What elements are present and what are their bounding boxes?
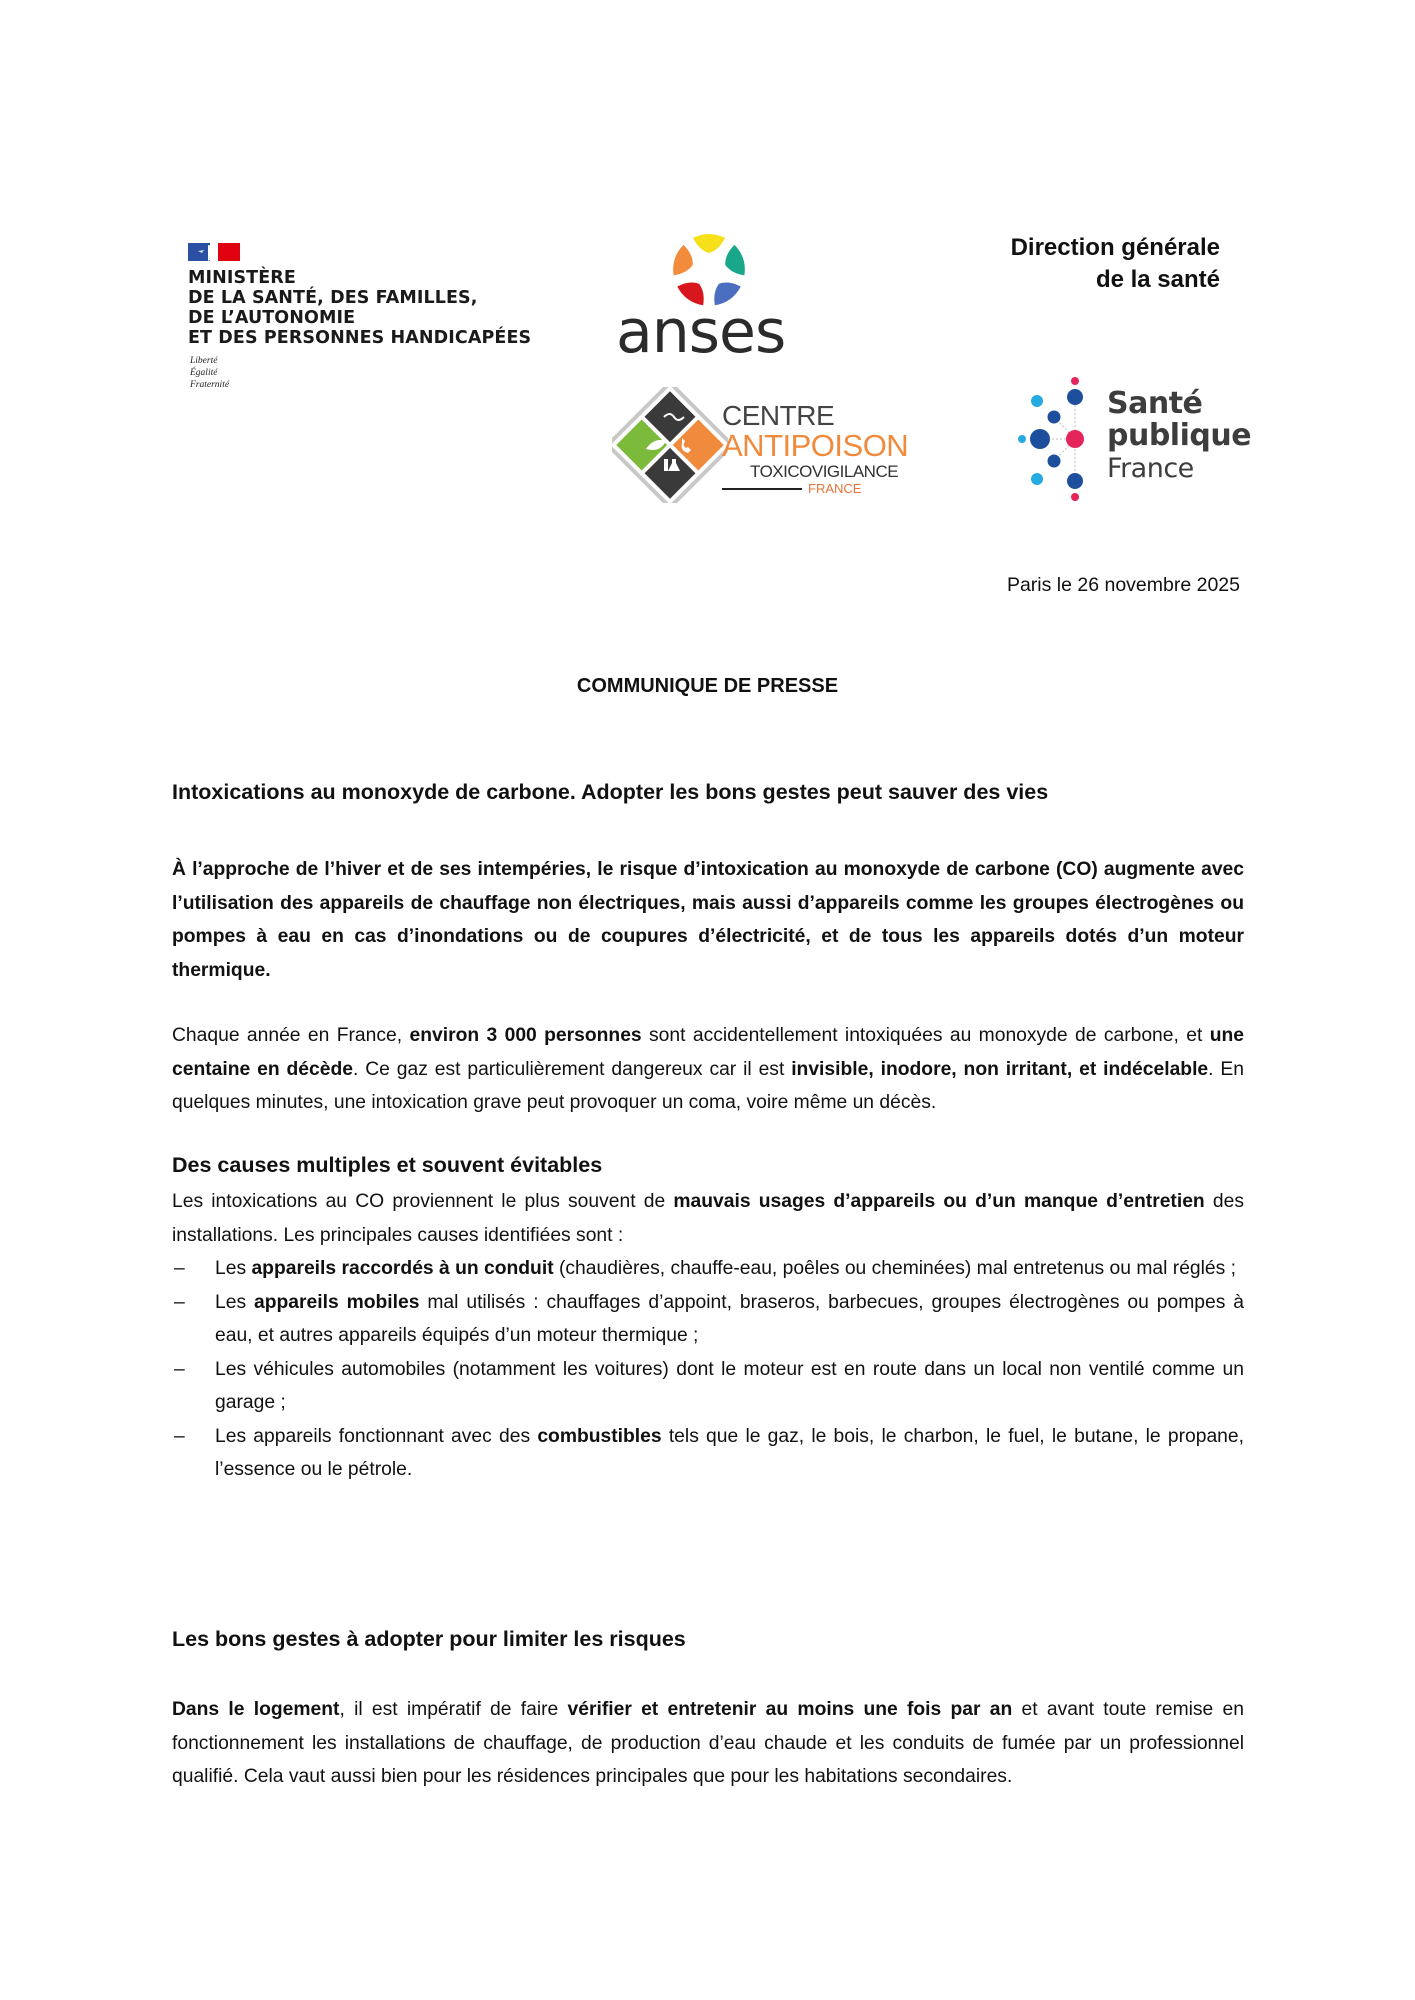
text-span: Les xyxy=(215,1291,254,1313)
ministry-line-2: DE LA SANTÉ, DES FAMILLES, xyxy=(188,288,478,308)
text-span: des installations. Les principales causes identifiées sont : xyxy=(172,1191,1244,1246)
bold-span: une centaine en décède xyxy=(172,1025,1244,1080)
spf-line-2: publique xyxy=(1107,418,1252,453)
section-heading-good-practices: Les bons gestes à adopter pour limiter les risques xyxy=(172,1627,686,1651)
text-span: Les appareils fonctionnant avec des xyxy=(215,1425,538,1447)
text-span: . Ce gaz est particulièrement dangereux car il est xyxy=(352,1058,792,1080)
list-item xyxy=(172,1420,1244,1487)
intro-paragraph: À l’approche de l’hiver et de ses intempéries, le risque d’intoxication au monoxyde de carbone (CO) augmente avec l’utilisation des appareils de chauffage non électriques, mais aussi d’appareils comme les groupes électrogènes ou pompes à eau en cas d’inondations ou de coupures d’électricité, et de tous les appareils dotés d’un moteur thermique. xyxy=(172,859,1244,981)
bold-span: combustibles xyxy=(537,1425,662,1447)
bold-span: environ 3 000 personnes xyxy=(409,1025,642,1046)
cap-france-text: FRANCE xyxy=(808,481,862,496)
bold-span: Dans le logement xyxy=(172,1699,340,1720)
cap-toxicovigilance-text: TOXICOVIGILANCE xyxy=(750,462,899,481)
marianne-flag-icon xyxy=(188,243,240,261)
text-span: Les intoxications au CO proviennent le plus souvent de xyxy=(172,1191,674,1212)
text-span: tels que le gaz, le bois, le charbon, le fuel, le butane, le propane, l’essence ou le pétrole. xyxy=(215,1425,1244,1480)
text-span: mal utilisés : chauffages d’appoint, braseros, barbecues, groupes électrogènes ou pompes à eau, et autres appareils équipés d’un moteur thermique ; xyxy=(215,1291,1244,1346)
anses-wordmark: anses xyxy=(616,297,786,367)
text-span: (chaudières, chauffe-eau, poêles ou cheminées) mal entretenus ou mal réglés ; xyxy=(553,1258,1237,1279)
bold-span: appareils mobiles xyxy=(254,1291,420,1313)
centre-antipoison-diamond-icon xyxy=(612,387,728,503)
good-practices-paragraph xyxy=(172,1693,1244,1794)
ministry-line-4: ET DES PERSONNES HANDICAPÉES xyxy=(188,328,532,348)
motto-liberte: Liberté xyxy=(190,356,218,366)
bold-span: invisible, inodore, non irritant, et indécelable xyxy=(791,1058,1209,1080)
text-span: sont accidentellement intoxiquées au monoxyde de carbone, et xyxy=(641,1025,1210,1046)
bold-span: mauvais usages d’appareils ou d’un manque d’entretien xyxy=(673,1191,1205,1212)
dash-bullet-icon: – xyxy=(174,1258,185,1279)
text-span: Les xyxy=(215,1258,252,1279)
list-item xyxy=(172,1286,1244,1353)
cap-divider-line xyxy=(722,488,802,490)
text-span: Les véhicules automobiles (notamment les voitures) dont le moteur est en route dans un local non ventilé comme un garage ; xyxy=(215,1358,1244,1413)
statistics-paragraph xyxy=(172,1019,1244,1120)
document-type-title: COMMUNIQUE DE PRESSE xyxy=(576,675,839,697)
bold-span: appareils raccordés à un conduit xyxy=(251,1258,554,1279)
section-heading-causes: Des causes multiples et souvent évitables xyxy=(172,1153,603,1177)
ministry-line-3: DE L’AUTONOMIE xyxy=(188,308,356,328)
spf-wordmark xyxy=(1107,388,1251,486)
ministry-name xyxy=(188,268,531,348)
dash-bullet-icon: – xyxy=(174,1291,185,1313)
spf-network-dots-icon xyxy=(1017,375,1107,503)
causes-list xyxy=(172,1252,1244,1487)
main-headline: Intoxications au monoxyde de carbone. Adopter les bons gestes peut sauver des vies xyxy=(172,780,1049,804)
spf-line-3: France xyxy=(1107,453,1194,484)
list-item xyxy=(172,1353,1244,1420)
cap-france-row xyxy=(722,482,908,496)
ministry-line-1: MINISTÈRE xyxy=(188,268,296,288)
cap-centre-text: CENTRE xyxy=(722,400,835,431)
centre-antipoison-wordmark xyxy=(722,402,908,496)
list-item xyxy=(172,1252,1244,1286)
motto-egalite: Égalité xyxy=(190,368,218,378)
dgs-line-1: Direction générale xyxy=(1010,234,1220,261)
dgs-line-2: de la santé xyxy=(1095,266,1220,293)
bold-span: vérifier et entretenir au moins une fois par an xyxy=(567,1699,1013,1720)
text-span: . En quelques minutes, une intoxication grave peut provoquer un coma, voire même un décès. xyxy=(172,1058,1244,1113)
text-span: Chaque année en France, xyxy=(172,1025,410,1046)
motto-fraternite: Fraternité xyxy=(190,380,230,390)
dash-bullet-icon: – xyxy=(174,1358,185,1380)
dash-bullet-icon: – xyxy=(174,1425,185,1447)
text-span: , il est impératif de faire xyxy=(339,1699,568,1720)
republic-motto xyxy=(190,355,229,391)
text-span: et avant toute remise en fonctionnement les installations de chauffage, de production d’eau chaude et les conduits de fumée par un professionnel qualifié. Cela vaut aussi bien pour les résidences principales que pour les habitations secondaires. xyxy=(172,1699,1244,1787)
press-date: Paris le 26 novembre 2025 xyxy=(1006,574,1240,596)
dgs-heading xyxy=(980,232,1220,296)
cap-antipoison-text: ANTIPOISON xyxy=(722,428,909,463)
spf-line-1: Santé xyxy=(1107,386,1203,421)
causes-intro-paragraph xyxy=(172,1185,1244,1252)
